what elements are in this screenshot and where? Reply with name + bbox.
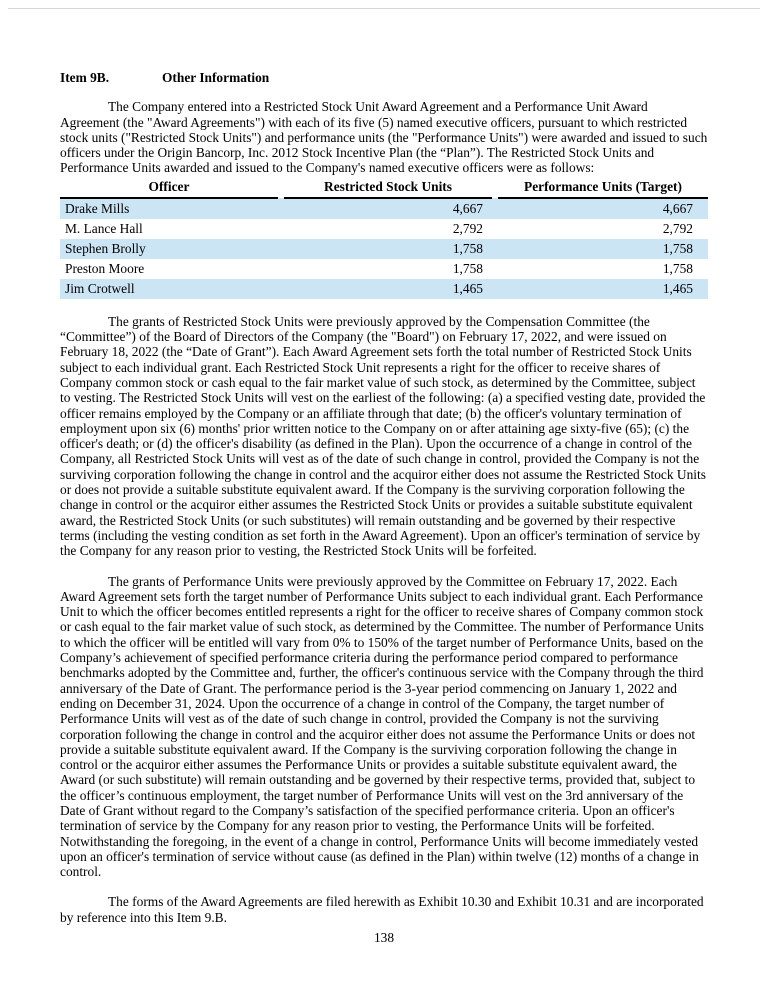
awards-table (60, 179, 708, 299)
paragraph-restricted-stock-units: The grants of Restricted Stock Units were previously approved by the Compensation Committee (the “Committee”) of the Board of Directors of the Company (the "Board") on February 17, 2022, and were issued on February 18, 2022 (the “Date of Grant”). Each Award Agreement sets forth the total number of Restricted Stock Units subject to each individual grant. Each Restricted Stock Unit represents a right for the officer to receive shares of Company common stock or cash equal to the fair market value of such stock, as determined by the Committee, subject to vesting. The Restricted Stock Units will vest on the earliest of the following: (a) a specified vesting date, provided the officer remains employed by the Company or an affiliate through that date; (b) the officer's voluntary termination of employment upon six (6) months' prior written notice to the Company on or after attaining age sixty-five (65); (c) the officer's death; or (d) the officer's disability (as defined in the Plan). Upon the occurrence of a change in control of the Company, all Restricted Stock Units will vest as of the date of such change in control, provided the Company is not the surviving corporation following the change in control and the acquiror either does not assume the Restricted Stock Units or does not provide a suitable substitute equivalent award. If the Company is the surviving corporation following the change in control or the acquiror either assumes the Restricted Stock Units or provides a suitable substitute equivalent award, the Restricted Stock Units (or such substitutes) will remain outstanding and be governed by their respective terms (including the vesting condition as set forth in the Award Agreement). Upon an officer's termination of service by the Company for any reason prior to vesting, the Restricted Stock Units will be forfeited. (60, 313, 706, 559)
awards-table-row (60, 259, 708, 279)
page-number: 138 (373, 930, 395, 945)
awards-table-header-row (60, 179, 708, 198)
section-heading-title: Other Information (162, 70, 270, 85)
paragraph-intro: The Company entered into a Restricted Stock Unit Award Agreement and a Performance Unit Award Agreement (the "Award Agreements") with each of its five (5) named executive officers, pursuant to which restricted stock units ("Restricted Stock Units") and performance units (the "Performance Units") were awarded and issued to such officers under the Origin Bancorp, Inc. 2012 Stock Incentive Plan (the “Plan”). The Restricted Stock Units and Performance Units awarded and issued to the Company's named executive officers were as follows: (60, 99, 708, 176)
restricted-stock-units-cell: 1,758 (452, 240, 483, 256)
column-header-restricted-stock-units: Restricted Stock Units (284, 179, 492, 198)
paragraph-exhibits: The forms of the Award Agreements are filed herewith as Exhibit 10.30 and Exhibit 10.31 and are incorporated by reference into this Item 9.B. (60, 894, 704, 925)
performance-units-cell: 1,465 (662, 280, 693, 296)
performance-units-cell: 4,667 (662, 200, 693, 216)
officer-name-cell: Jim Crotwell (65, 280, 135, 296)
officer-name-cell: M. Lance Hall (65, 220, 143, 236)
section-heading (60, 70, 708, 85)
restricted-stock-units-cell: 1,758 (452, 260, 483, 276)
restricted-stock-units-cell: 1,465 (452, 280, 483, 296)
officer-name-cell: Preston Moore (65, 260, 145, 276)
performance-units-cell: 1,758 (662, 240, 693, 256)
restricted-stock-units-cell: 4,667 (452, 200, 483, 216)
section-heading-item-number: Item 9B. (60, 70, 110, 85)
restricted-stock-units-cell: 2,792 (452, 220, 483, 236)
page-content (0, 70, 768, 925)
officer-name-cell: Drake Mills (65, 200, 130, 216)
awards-table-row (60, 239, 708, 259)
officer-name-cell: Stephen Brolly (65, 240, 146, 256)
column-header-officer: Officer (60, 179, 278, 198)
awards-table-row (60, 219, 708, 239)
performance-units-cell: 2,792 (662, 220, 693, 236)
awards-table-row (60, 279, 708, 299)
page-top-divider (8, 8, 760, 9)
column-header-performance-units-target: Performance Units (Target) (498, 179, 708, 198)
awards-table-row (60, 198, 708, 219)
performance-units-cell: 1,758 (662, 260, 693, 276)
paragraph-performance-units: The grants of Performance Units were previously approved by the Committee on February 17, 2022. Each Award Agreement sets forth the target number of Performance Units subject to each individual grant. Each Performance Unit to which the officer becomes entitled represents a right for the officer to receive shares of Company common stock or cash equal to the fair market value of such stock, as determined by the Committee. The number of Performance Units to which the officer will be entitled will vary from 0% to 150% of the target number of Performance Units, based on the Company’s achievement of specified performance criteria during the performance period compared to performance benchmarks adopted by the Committee and, further, the officer's continuous service with the Company through the third anniversary of the Date of Grant. The performance period is the 3-year period commencing on January 1, 2022 and ending on December 31, 2024. Upon the occurrence of a change in control of the Company, the target number of Performance Units will vest as of the date of such change in control, provided the Company is not the surviving corporation following the change in control and the acquiror either does not assume the Performance Units or does not provide a suitable substitute equivalent award. If the Company is the surviving corporation following the change in control or the acquiror either assumes the Performance Units or provides a suitable substitute equivalent award, the Award (or such substitute) will remain outstanding and be governed by their respective terms, provided that, subject to the officer’s continuous employment, the target number of Performance Units will vest on the 3rd anniversary of the Date of Grant without regard to the Company’s satisfaction of the specified performance criteria. Upon an officer's termination of service by the Company for any reason prior to vesting, the Performance Units will be forfeited. Notwithstanding the foregoing, in the event of a change in control, Performance Units will become immediately vested upon an officer's termination of service without cause (as defined in the Plan) within twelve (12) months of a change in control. (60, 573, 704, 880)
